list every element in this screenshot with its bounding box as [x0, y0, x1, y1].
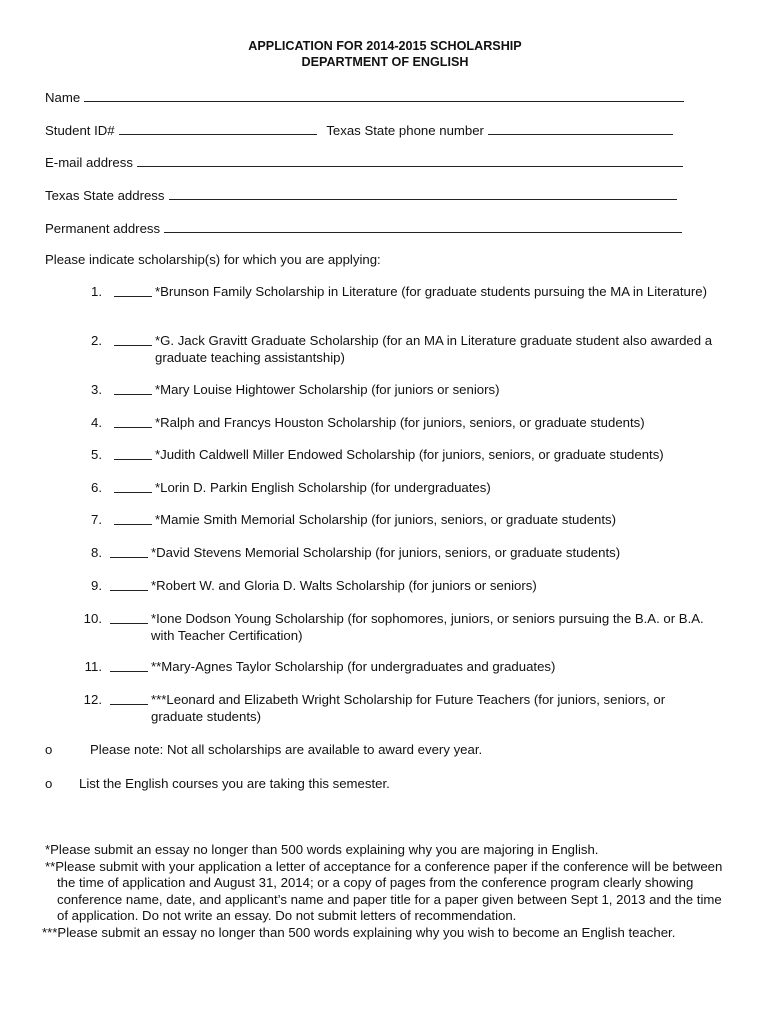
selection-blank[interactable]	[114, 480, 152, 493]
phone-field[interactable]	[488, 121, 673, 135]
footer-notes	[42, 842, 725, 941]
selection-blank[interactable]	[114, 382, 152, 395]
scholarship-text: *G. Jack Gravitt Graduate Scholarship (for an MA in Literature graduate student also awarded a graduate teaching assistantship)	[155, 333, 713, 365]
scholarship-text: *David Stevens Memorial Scholarship (for juniors, seniors, or graduate students)	[151, 545, 621, 560]
permanent-address-label: Permanent address	[45, 221, 161, 236]
scholarship-text: ***Leonard and Elizabeth Wright Scholarship for Future Teachers (for juniors, seniors, or graduate students)	[151, 692, 666, 724]
selection-blank[interactable]	[114, 512, 152, 525]
selection-blank[interactable]	[110, 692, 148, 705]
item-number: 5.	[91, 447, 102, 462]
scholarship-text: *Robert W. and Gloria D. Walts Scholarship (for juniors or seniors)	[151, 578, 537, 593]
form-title: APPLICATION FOR 2014-2015 SCHOLARSHIP	[248, 39, 522, 53]
name-field-row	[45, 88, 684, 105]
scholarship-text: *Mamie Smith Memorial Scholarship (for juniors, seniors, or graduate students)	[155, 512, 617, 527]
scholarship-prompt: Please indicate scholarship(s) for which you are applying:	[45, 252, 381, 267]
selection-blank[interactable]	[110, 545, 148, 558]
address-row	[45, 186, 677, 203]
address-label: Texas State address	[45, 188, 165, 203]
item-number: 7.	[91, 512, 102, 527]
footer-note-2: **Please submit with your application a letter of acceptance for a conference paper if the conference will be between the time of application and August 31, 2014; or a copy of pages from the conference program clearly showing conference name, date, and applicant’s name and paper title for a paper given between Sept 1, 2013 and the time of application. Do not write an essay. Do not submit letters of recommendation.	[45, 858, 723, 923]
item-number: 3.	[91, 382, 102, 397]
selection-blank[interactable]	[114, 447, 152, 460]
item-number: 8.	[91, 545, 102, 560]
note-bullet: o	[45, 776, 53, 791]
selection-blank[interactable]	[114, 284, 152, 297]
permanent-address-row	[45, 219, 682, 236]
scholarship-text: *Mary Louise Hightower Scholarship (for juniors or seniors)	[155, 382, 500, 397]
permanent-address-field[interactable]	[164, 219, 682, 233]
item-number: 10.	[83, 611, 102, 626]
item-number: 2.	[91, 333, 102, 348]
courses-note: List the English courses you are taking this semester.	[79, 776, 390, 791]
footer-note-3: ***Please submit an essay no longer than 500 words explaining why you wish to become an English teacher.	[42, 924, 676, 940]
selection-blank[interactable]	[110, 578, 148, 591]
name-label: Name	[45, 90, 81, 105]
email-label: E-mail address	[45, 155, 133, 170]
selection-blank[interactable]	[110, 659, 148, 672]
phone-label: Texas State phone number	[326, 123, 484, 138]
scholarship-text: *Judith Caldwell Miller Endowed Scholarship (for juniors, seniors, or graduate students)	[155, 447, 664, 462]
note-bullet: o	[45, 742, 53, 757]
footer-note-1: *Please submit an essay no longer than 500 words explaining why you are majoring in English.	[45, 842, 599, 857]
department-title: DEPARTMENT OF ENGLISH	[301, 55, 469, 69]
item-number: 1.	[91, 284, 102, 299]
availability-note: Please note: Not all scholarships are available to award every year.	[90, 742, 483, 757]
scholarship-text: **Mary-Agnes Taylor Scholarship (for undergraduates and graduates)	[151, 659, 556, 674]
item-number: 11.	[84, 659, 102, 674]
student-id-field[interactable]	[119, 121, 317, 135]
selection-blank[interactable]	[114, 333, 152, 346]
item-number: 12.	[83, 692, 102, 707]
selection-blank[interactable]	[114, 415, 152, 428]
address-field[interactable]	[169, 186, 677, 200]
item-number: 4.	[91, 415, 102, 430]
selection-blank[interactable]	[110, 611, 148, 624]
student-id-row	[45, 121, 673, 138]
student-id-label: Student ID#	[45, 123, 115, 138]
name-field[interactable]	[84, 88, 684, 102]
item-number: 9.	[91, 578, 102, 593]
scholarship-text: *Ralph and Francys Houston Scholarship (for juniors, seniors, or graduate students)	[155, 415, 645, 430]
scholarship-text: *Ione Dodson Young Scholarship (for sophomores, juniors, or seniors pursuing the B.A. or B.A. with Teacher Certification)	[151, 611, 704, 643]
item-number: 6.	[91, 480, 102, 495]
scholarship-text: *Lorin D. Parkin English Scholarship (for undergraduates)	[155, 480, 491, 495]
email-row	[45, 153, 683, 170]
email-field[interactable]	[137, 153, 683, 167]
scholarship-text: *Brunson Family Scholarship in Literature (for graduate students pursuing the MA in Literature)	[155, 284, 707, 299]
